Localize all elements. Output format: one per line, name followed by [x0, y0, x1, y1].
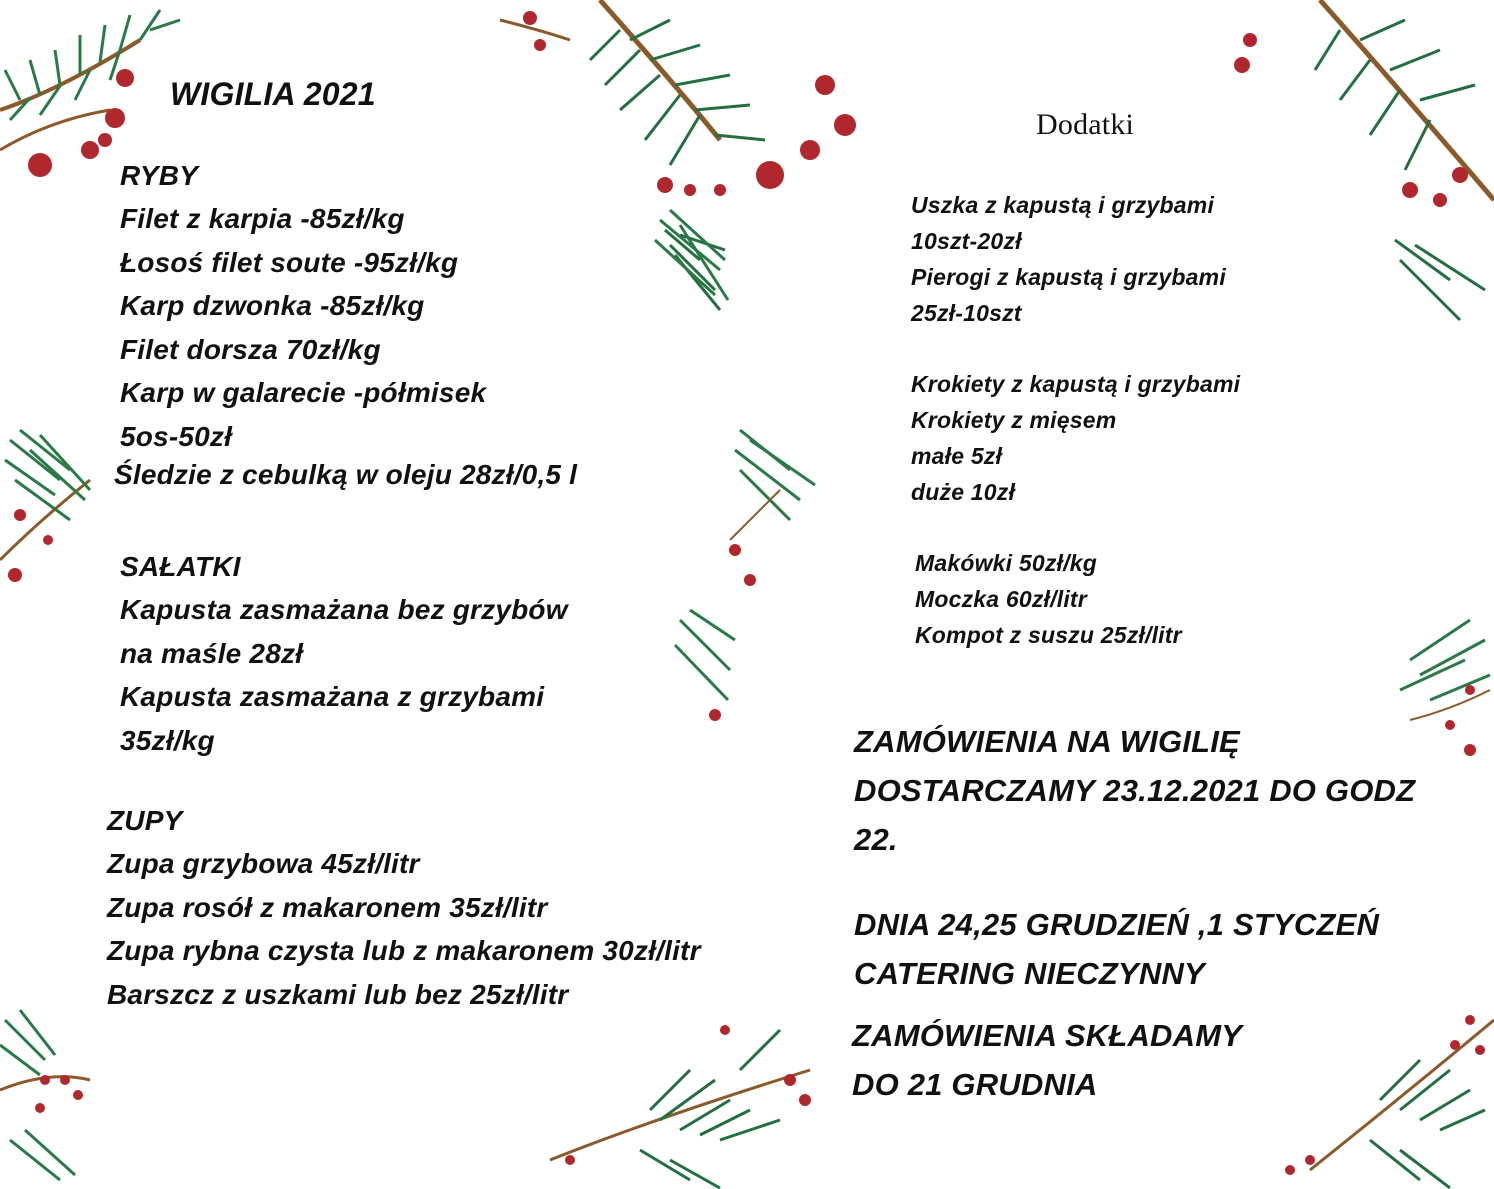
delivery-notice-line: DOSTARCZAMY 23.12.2021 DO GODZ [854, 773, 1416, 808]
fish-item: Karp dzwonka -85zł/kg [120, 290, 425, 321]
soup-item: Zupa rosół z makaronem 35zł/litr [107, 892, 548, 923]
extras-item: duże 10zł [911, 479, 1016, 505]
extras-item: Makówki 50zł/kg [915, 550, 1097, 576]
salad-item: 35zł/kg [120, 725, 215, 756]
extras-item: Uszka z kapustą i grzybami [911, 192, 1215, 218]
extras-item: małe 5zł [911, 443, 1003, 469]
extras-item: 10szt-20zł [911, 228, 1022, 254]
extras-item: 25zł-10szt [911, 300, 1022, 326]
soup-item: Zupa rybna czysta lub z makaronem 30zł/litr [107, 935, 701, 966]
extras-item: Krokiety z kapustą i grzybami [911, 371, 1241, 397]
extras-item: Krokiety z mięsem [911, 407, 1117, 433]
salad-item: Kapusta zasmażana bez grzybów [120, 594, 568, 625]
soup-item: Barszcz z uszkami lub bez 25zł/litr [107, 979, 569, 1010]
delivery-notice-line: 22. [854, 822, 898, 857]
extras-item: Moczka 60zł/litr [915, 586, 1087, 612]
salad-item: Kapusta zasmażana z grzybami [120, 681, 545, 712]
fish-item: Filet z karpia -85zł/kg [120, 203, 405, 234]
extras-title: Dodatki [1036, 108, 1135, 141]
fish-item: Łosoś filet soute -95zł/kg [120, 247, 459, 278]
closed-notice-line: DNIA 24,25 GRUDZIEŃ ,1 STYCZEŃ [854, 907, 1380, 942]
closed-notice-line: CATERING NIECZYNNY [854, 956, 1205, 991]
extras-item: Kompot z suszu 25zł/litr [915, 622, 1182, 648]
soup-item: Zupa grzybowa 45zł/litr [107, 848, 420, 879]
soups-heading: ZUPY [107, 805, 183, 836]
delivery-notice-line: ZAMÓWIENIA NA WIGILIĘ [854, 724, 1240, 759]
left-menu-panel [0, 0, 730, 1189]
order-deadline-line: DO 21 GRUDNIA [852, 1067, 1098, 1102]
order-deadline-line: ZAMÓWIENIA SKŁADAMY [852, 1018, 1243, 1053]
salads-heading: SAŁATKI [120, 551, 241, 582]
salad-item: na maśle 28zł [120, 638, 304, 669]
fish-item: 5os-50zł [120, 421, 233, 452]
fish-item: Karp w galarecie -półmisek [120, 377, 487, 408]
fish-heading: RYBY [120, 160, 199, 191]
fish-item: Śledzie z cebulką w oleju 28zł/0,5 l [114, 459, 578, 490]
fish-item: Filet dorsza 70zł/kg [120, 334, 381, 365]
extras-item: Pierogi z kapustą i grzybami [911, 264, 1226, 290]
right-menu-panel [730, 0, 1494, 1189]
menu-title: WIGILIA 2021 [170, 76, 376, 112]
